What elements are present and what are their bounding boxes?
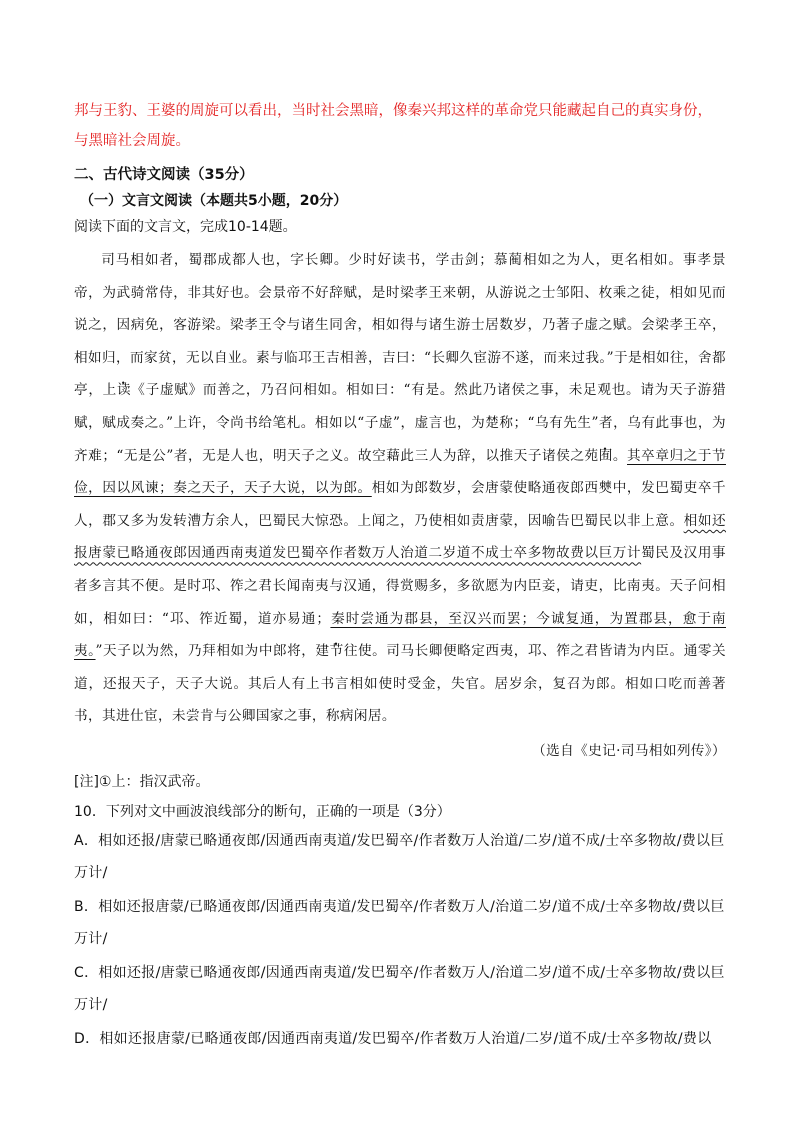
classical-passage <box>74 244 726 733</box>
dotted-char-jian: 建 <box>315 643 330 660</box>
option-c: C．相如还报/唐蒙已略通夜郎/因通西南夷道/发巴蜀卒/作者数万人/治道二岁/道不成/士卒多物故/费以巨万计/ <box>74 964 725 1013</box>
underlined-sentence-1: 其卒章归之于节俭，因以风谏；奏之天子，天子大说，以为郎。 <box>74 447 726 497</box>
answer-continuation-red: 邦与王豹、王婆的周旋可以看出，当时社会黑暗，像秦兴邦这样的革命党只能藏起自己的真实身份，与黑暗社会周旋。 <box>74 103 712 149</box>
dotted-char-yuan: 苑 <box>584 447 599 464</box>
passage-text: 司马相如者，蜀郡成都人也，字长卿。少时好读书，学击剑；慕蔺相如之为人，更名相如。事孝景帝，为武骑常侍，非其好也。会景帝不好辞赋，是时梁孝王来朝，从游说之士邹阳、枚乘之徒，相如见而说之，因病免，客游梁。梁孝王令与诸生同舍，相如得与诸生游士居数岁，乃著子虚之赋。会梁孝王卒，相如归，而家贫，无以自业。素与临邛王吉相善，吉曰：“长卿久宦游不遂，而来过我。”于是相如往，舍都亭， <box>74 252 726 399</box>
passage-text: 囿。 <box>598 447 628 464</box>
annotation-note: [注]①上：指汉武帝。 <box>74 773 210 790</box>
wavy-underlined-section: 相如还报唐蒙已略通夜郎因通西南夷道发巴蜀卒作者数万人治道二岁道不成士卒多物故费以巨万计 <box>74 512 726 562</box>
passage-text: 万余人，巴蜀民大惊恐。上闻之，乃使相如责唐蒙，因喻告巴蜀民以非上意。 <box>201 512 684 529</box>
underlined-sentence-2: 秦时尝通为郡县，至汉兴而罢；今诚复通，为置郡县，愈于南夷。 <box>74 610 726 660</box>
document-page <box>74 96 726 1055</box>
passage-source: （选自《史记·司马相如列传》） <box>532 742 726 759</box>
section-heading: 二、古代诗文阅读（35分） <box>74 167 254 183</box>
question-10: 10．下列对文中画波浪线部分的断句，正确的一项是（3分） <box>74 803 451 820</box>
option-a: A．相如还报/唐蒙已略通夜郎/因通西南夷道/发巴蜀卒/作者数万人治道/二岁/道不成/士卒多物故/费以巨万计/ <box>74 832 725 881</box>
option-b: B．相如还报唐蒙/已略通夜郎/因通西南夷道/发巴蜀卒/作者数万人/治道二岁/道不成/士卒多物故/费以巨万计/ <box>74 898 725 947</box>
passage-text: 相如为郎数岁，会唐蒙使略通夜郎西僰中，发巴蜀吏卒千人，郡又多为发转 <box>74 480 726 529</box>
dotted-char-shang: 上 <box>102 382 117 399</box>
passage-text: 蜀民及汉用事者多言其不便。是时邛、筰之君长闻南夷与汉通，得赏赐多，多欲愿为内臣妾，请吏，比南夷。天子问相如，相如曰：“邛、筰近蜀，道亦易通； <box>74 545 726 627</box>
instruction-text: 阅读下面的文言文，完成10-14题。 <box>74 219 297 235</box>
passage-text: 读《子虚赋》而善之，乃召问相如。相如曰：“有是。然此乃诸侯之事，未足观也。请为天子游猎赋，赋成奏之。”上许，令尚书给笔札。相如以“子虚”，虚言也，为楚称；“乌有先生”者，乌有此事也，为齐难；“无是公”者，无是人也，明天子之义。故空藉此三人为辞，以推天子诸侯之 <box>74 382 726 464</box>
passage-text: ”天子以为然，乃拜相如为中郎将， <box>95 643 316 660</box>
dotted-char-cao: 漕 <box>187 512 202 529</box>
option-d: D．相如还报唐蒙/已略通夜郎/因通西南夷道/发巴蜀卒/作者数万人治道/二岁/道不成/士卒多物故/费以 <box>74 1030 712 1047</box>
subsection-heading: （一）文言文阅读（本题共5小题，20分） <box>80 193 348 209</box>
passage-text: 节往使。司马长卿便略定西夷，邛、筰之君皆请为内臣。通零关道，还报天子，天子大说。其后人有上书言相如使时受金，失官。居岁余，复召为郎。相如口吃而善著书，其进仕宦，未尝肯与公卿国家之事，称病闲居。 <box>74 643 727 725</box>
